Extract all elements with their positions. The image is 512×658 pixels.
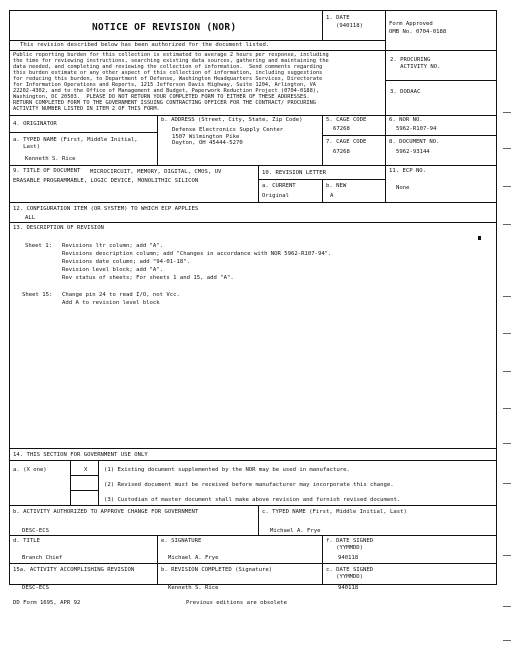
scan-mark bbox=[503, 640, 511, 641]
date-label: 1. DATE bbox=[326, 15, 350, 21]
typed-name-label: a. TYPED NAME (First, Middle Initial, Last) bbox=[13, 137, 138, 150]
divider bbox=[385, 165, 386, 202]
divider bbox=[9, 460, 497, 461]
scan-mark bbox=[503, 112, 511, 113]
current-value: Original bbox=[262, 193, 289, 199]
sheet15-label: Sheet 15: bbox=[22, 292, 53, 298]
sheet15-line: Add A to revision level block bbox=[62, 300, 160, 306]
divider bbox=[157, 535, 158, 585]
nor-label: 6. NOR NO. bbox=[389, 117, 423, 123]
doc-title-value-2: ERASABLE PROGRAMMABLE, LOGIC DEVICE, MONOLITHIC SILICON bbox=[13, 178, 199, 184]
c-date-label: c. DATE SIGNED (YYMMDD) bbox=[326, 567, 374, 580]
sheet1-line: Rev status of sheets; For sheets 1 and 15, add "A". bbox=[62, 275, 234, 281]
current-label: a. CURRENT bbox=[262, 183, 296, 189]
divider bbox=[9, 535, 497, 536]
scan-mark bbox=[503, 408, 511, 409]
sheet1-line: Revisions date column; add "94-01-18". bbox=[62, 259, 190, 265]
checkbox-line bbox=[70, 490, 98, 491]
nor-value: 5962-R107-94 bbox=[396, 126, 437, 132]
omb-number: OMB No. 0704-0188 bbox=[389, 29, 447, 35]
authorized-statement: This revision described below has been authorized for the document listed. bbox=[20, 42, 270, 48]
scan-mark bbox=[503, 443, 511, 444]
procuring-label: 2. PROCURING ACTIVITY NO. bbox=[390, 57, 441, 70]
divider bbox=[258, 505, 259, 535]
date-value: (940118) bbox=[336, 23, 363, 29]
burden-line: data needed, and completing and reviewing the collection of information. Send comments regarding bbox=[13, 64, 323, 70]
divider bbox=[322, 115, 323, 165]
gov-typed-label: c. TYPED NAME (First, Middle Initial, Last) bbox=[262, 509, 407, 515]
scan-mark bbox=[503, 606, 511, 607]
divider bbox=[322, 135, 497, 136]
divider bbox=[9, 40, 385, 41]
scan-mark bbox=[503, 186, 511, 187]
d-title-value: Branch Chief bbox=[22, 555, 63, 561]
doc-title-label: 9. TITLE OF DOCUMENT bbox=[13, 168, 81, 174]
originator-label: 4. ORIGINATOR bbox=[13, 121, 57, 127]
divider bbox=[70, 460, 71, 505]
new-label: b. NEW bbox=[326, 183, 347, 189]
burden-line: RETURN COMPLETED FORM TO THE GOVERNMENT ISSUING CONTRACTING OFFICER FOR THE CONTRACT/ PROCURING bbox=[13, 100, 316, 106]
scan-mark bbox=[503, 555, 511, 556]
divider bbox=[322, 179, 323, 202]
burden-line: Public reporting burden for this collection is estimated to average 2 hours per response, including bbox=[13, 52, 329, 58]
scan-mark bbox=[503, 224, 511, 225]
typed-name-value: Kenneth S. Rice bbox=[25, 156, 76, 162]
dodaac-label: 3. DODAAC bbox=[390, 89, 421, 95]
burden-line: this burden estimate or any other aspect of this collection of information, including suggestions bbox=[13, 70, 323, 76]
form-approved: Form Approved bbox=[389, 21, 433, 27]
ecp-label: 11. ECP NO. bbox=[389, 168, 427, 174]
cage-value: 67268 bbox=[333, 126, 350, 132]
description-label: 13. DESCRIPTION OF REVISION bbox=[13, 225, 104, 231]
divider bbox=[98, 460, 99, 505]
new-value: A bbox=[330, 193, 334, 199]
divider bbox=[9, 448, 497, 449]
x-mark: X bbox=[84, 467, 88, 473]
docno-value: 5962-93144 bbox=[396, 149, 430, 155]
authorized-label: b. ACTIVITY AUTHORIZED TO APPROVE CHANGE FOR GOVERNMENT bbox=[13, 509, 199, 515]
d-title-label: d. TITLE bbox=[13, 538, 40, 544]
scan-speck bbox=[478, 236, 481, 240]
address-label: b. ADDRESS (Street, City, State, Zip Code) bbox=[161, 117, 303, 123]
sheet1-line: Revisions description column; add "Changes in accordance with NOR 5962-R107-94". bbox=[62, 251, 332, 257]
act15-value: DESC-ECS bbox=[22, 585, 49, 591]
completed-label: b. REVISION COMPLETED (Signature) bbox=[161, 567, 273, 573]
divider bbox=[322, 10, 323, 40]
scan-mark bbox=[503, 333, 511, 334]
previous-editions: Previous editions are obsolete bbox=[186, 600, 288, 606]
divider bbox=[9, 505, 497, 506]
f-date-label: f. DATE SIGNED (YYMMDD) bbox=[326, 538, 374, 551]
scan-mark bbox=[503, 296, 511, 297]
option-3: (3) Custodian of master document shall make above revision and furnish revised document. bbox=[104, 497, 401, 503]
docno-label: 8. DOCUMENT NO. bbox=[389, 139, 440, 145]
gov-typed-value: Michael A. Frye bbox=[270, 528, 321, 534]
cage7-label: 7. CAGE CODE bbox=[326, 139, 367, 145]
sheet1-label: Sheet 1: bbox=[25, 243, 52, 249]
divider bbox=[322, 535, 323, 585]
burden-line: for reducing this burden, to Department of Defense, Washington Headquarters Services, Directorate bbox=[13, 76, 323, 82]
act15-label: 15a. ACTIVITY ACCOMPLISHING REVISION bbox=[13, 567, 135, 573]
burden-line: for Information Operations and Reports, 1215 Jefferson Davis Highway, Suite 1204, Arlington, VA bbox=[13, 82, 316, 88]
e-signature-label: e. SIGNATURE bbox=[161, 538, 202, 544]
sheet1-line: Revision level block; add "A". bbox=[62, 267, 164, 273]
burden-line: the time for reviewing instructions, searching existing data sources, gathering and maintaining the bbox=[13, 58, 329, 64]
burden-line: Washington, DC 20503. PLEASE DO NOT RETURN YOUR COMPLETED FORM TO EITHER OF THESE ADDRESSES. bbox=[13, 94, 310, 100]
burden-line: 22202-4302, and to the Office of Management and Budget, Paperwork Reduction Project (0704-0188), bbox=[13, 88, 320, 94]
divider bbox=[385, 80, 497, 81]
config-value: ALL bbox=[25, 215, 36, 221]
scan-mark bbox=[503, 483, 511, 484]
divider bbox=[9, 165, 497, 166]
config-label: 12. CONFIGURATION ITEM (OR SYSTEM) TO WHICH ECP APPLIES bbox=[13, 206, 199, 212]
divider bbox=[9, 132, 157, 133]
option-2: (2) Revised document must be received before manufacturer may incorporate this change. bbox=[104, 482, 394, 488]
completed-value: Kenneth S. Rice bbox=[168, 585, 219, 591]
authorized-value: DESC-ECS bbox=[22, 528, 49, 534]
cage7-value: 67268 bbox=[333, 149, 350, 155]
divider bbox=[9, 202, 497, 203]
form-title: NOTICE OF REVISION (NOR) bbox=[92, 22, 237, 33]
ecp-value: None bbox=[396, 185, 410, 191]
form-number: DD Form 1695, APR 92 bbox=[13, 600, 81, 606]
doc-title-value-1: MICROCIRCUIT, MEMORY, DIGITAL, CMOS, UV bbox=[90, 169, 222, 175]
address-value: Defense Electronics Supply Center 1507 Wilmington Pike Dayton, OH 45444-5270 bbox=[172, 127, 284, 147]
divider bbox=[157, 115, 158, 165]
scan-mark bbox=[503, 148, 511, 149]
divider bbox=[9, 50, 497, 51]
divider bbox=[9, 222, 497, 223]
divider bbox=[385, 115, 386, 165]
e-signature-value: Michael A. Frye bbox=[168, 555, 219, 561]
government-label: 14. THIS SECTION FOR GOVERNMENT USE ONLY bbox=[13, 452, 148, 458]
option-1: (1) Existing document supplemented by the NOR may be used in manufacture. bbox=[104, 467, 350, 473]
cage-label: 5. CAGE CODE bbox=[326, 117, 367, 123]
x-one-label: a. (X one) bbox=[13, 467, 47, 473]
scan-mark bbox=[503, 371, 511, 372]
burden-line: ACTIVITY NUMBER LISTED IN ITEM 2 OF THIS FORM. bbox=[13, 106, 160, 112]
checkbox-line bbox=[70, 475, 98, 476]
rev-letter-label: 10. REVISION LETTER bbox=[262, 170, 326, 176]
divider bbox=[9, 115, 497, 116]
sheet15-line: Change pin 24 to read I/O, not Vcc. bbox=[62, 292, 180, 298]
f-date-value: 940118 bbox=[338, 555, 359, 561]
c-date-value: 940118 bbox=[338, 585, 359, 591]
divider bbox=[385, 50, 386, 115]
sheet1-line: Revisions ltr column; add "A". bbox=[62, 243, 164, 249]
divider bbox=[258, 165, 259, 202]
divider bbox=[9, 563, 497, 564]
